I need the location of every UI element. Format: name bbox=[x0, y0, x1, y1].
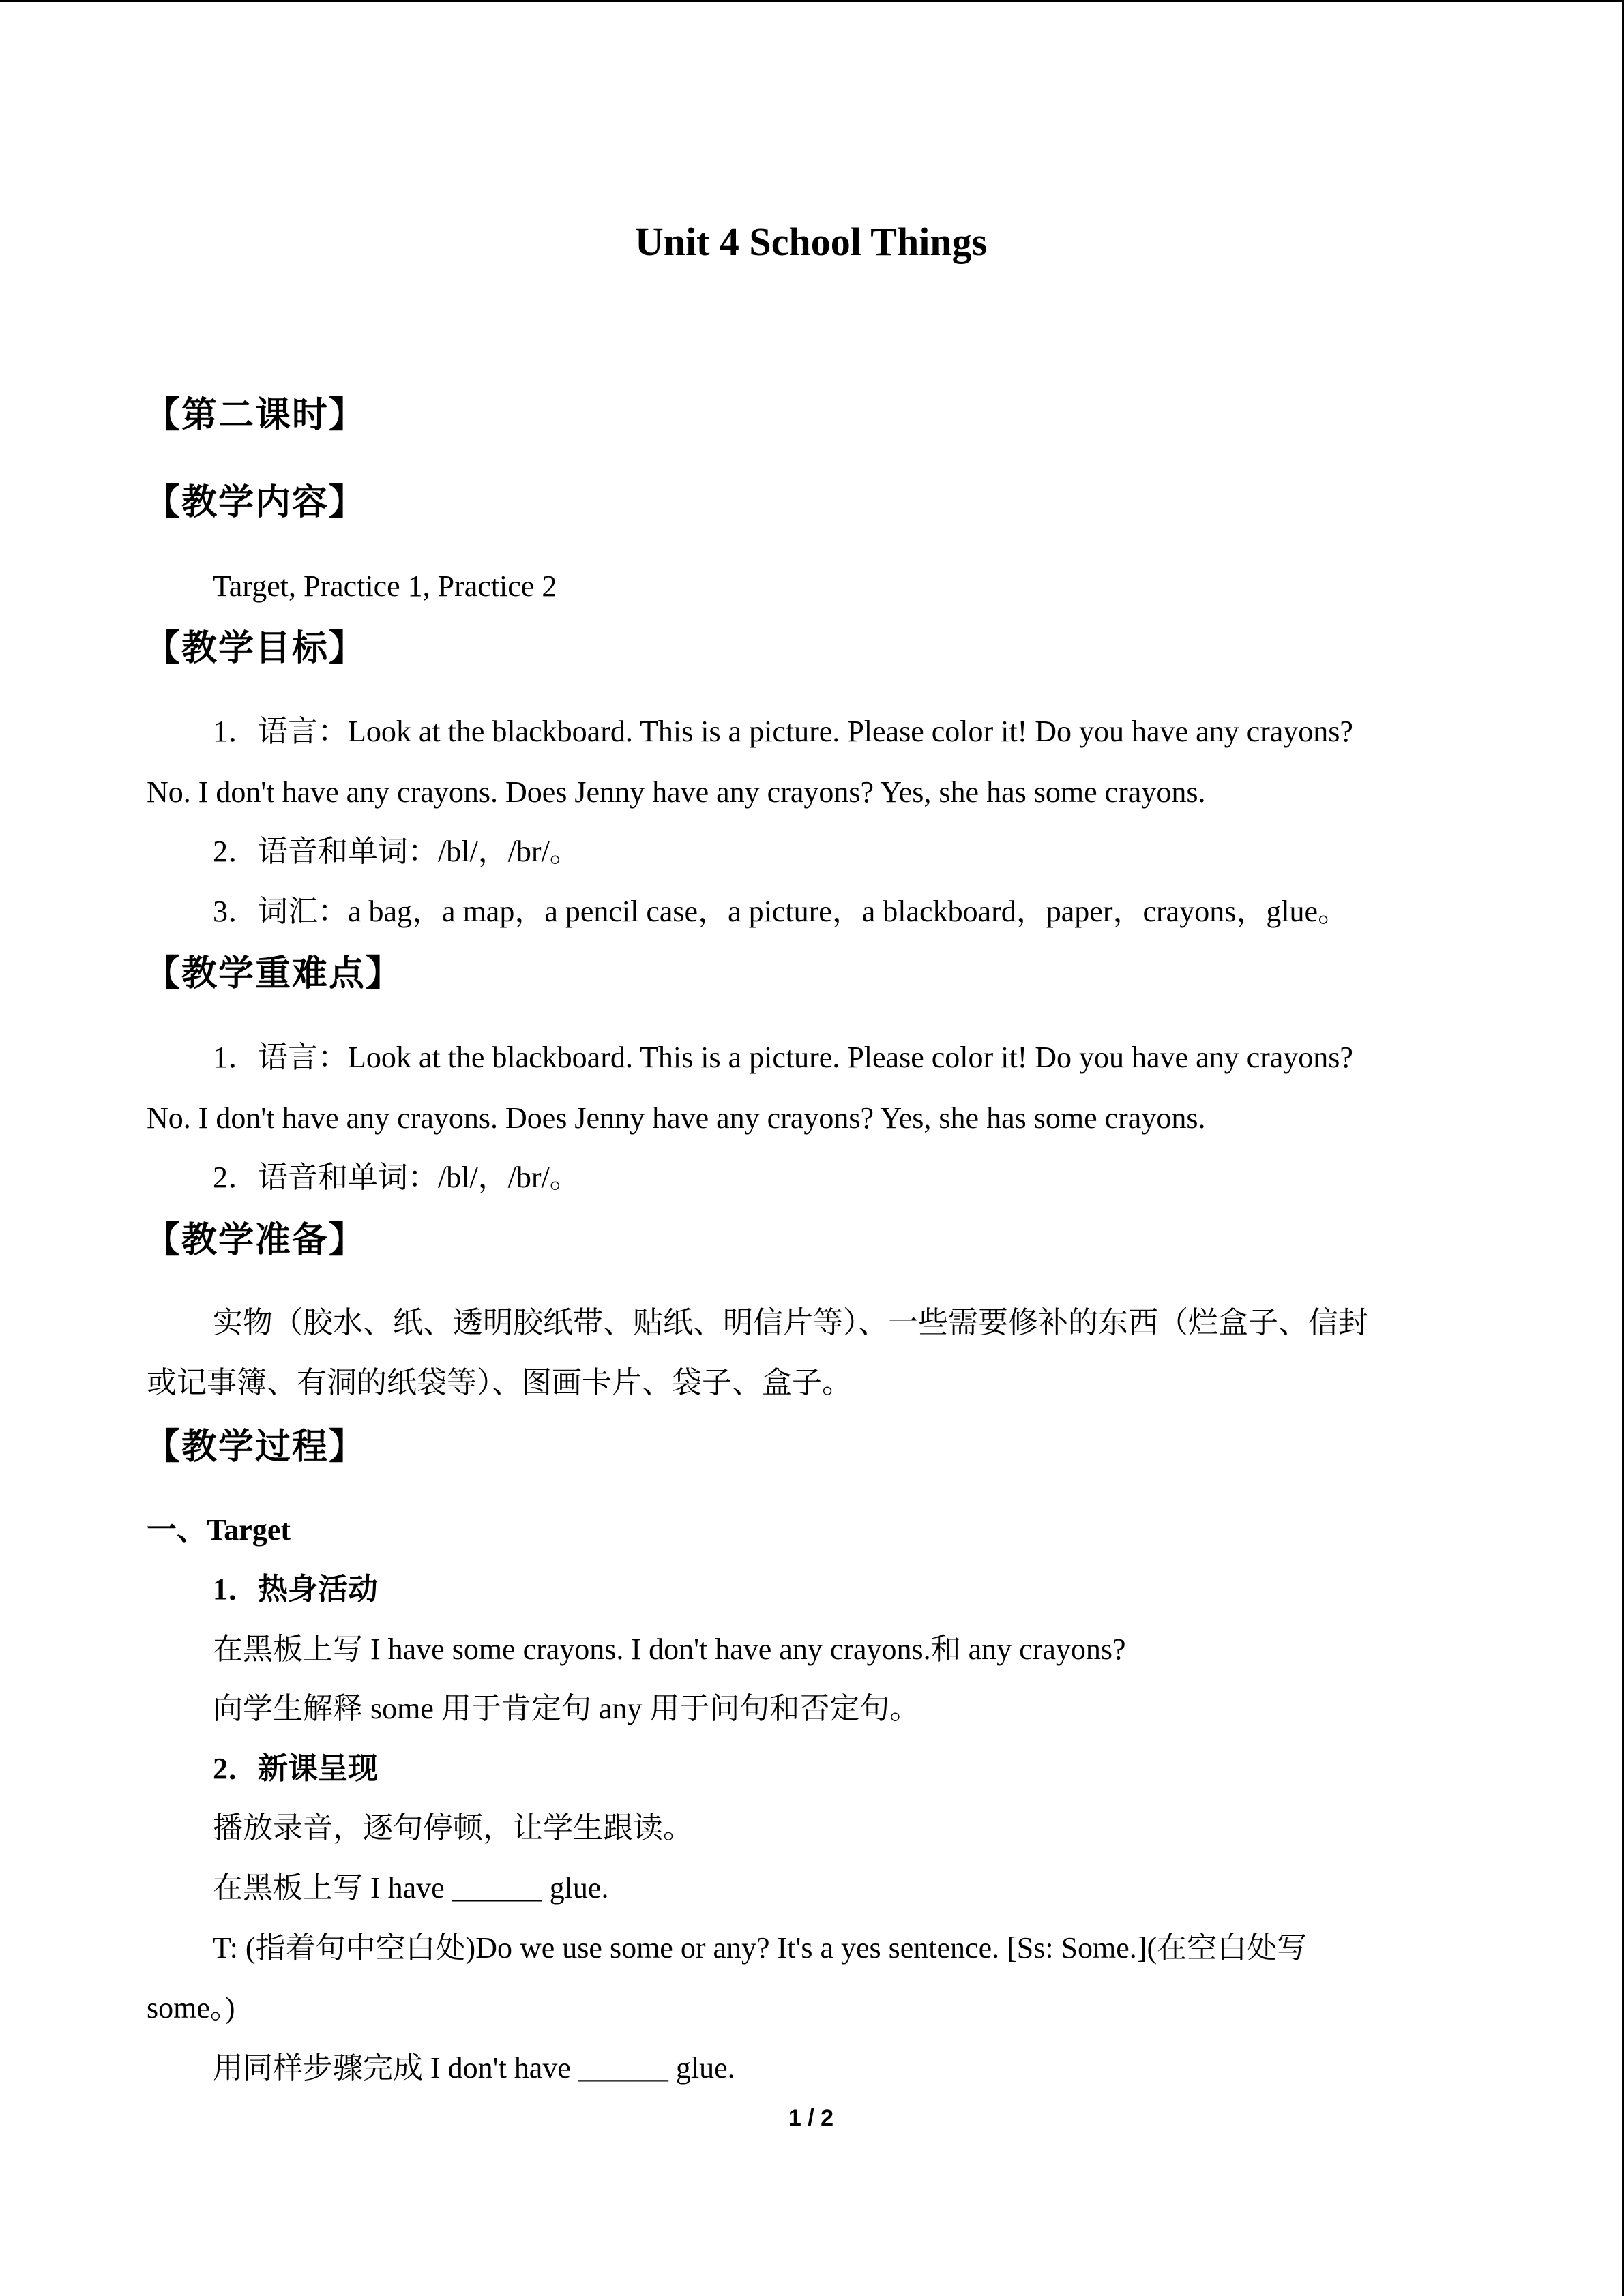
section-heading-objectives: 【教学目标】 bbox=[145, 628, 366, 669]
process-step-1-line-2: 向学生解释 some 用于肯定句 any 用于问句和否定句。 bbox=[213, 1692, 920, 1725]
process-part-1-heading: 一、Target bbox=[147, 1513, 291, 1547]
process-step-2-line-4: some。) bbox=[147, 1991, 235, 2025]
key-points-line-1-cont: No. I don't have any crayons. Does Jenny have any crayons? Yes, she has some crayons. bbox=[147, 1101, 1206, 1135]
section-heading-preparation: 【教学准备】 bbox=[145, 1220, 366, 1261]
process-step-1-line-1: 在黑板上写 I have some crayons. I don't have any crayons.和 any crayons? bbox=[213, 1632, 1126, 1666]
process-step-1-heading: 1．热身活动 bbox=[213, 1572, 378, 1606]
section-heading-lesson: 【第二课时】 bbox=[145, 395, 366, 436]
section-heading-content: 【教学内容】 bbox=[145, 482, 366, 523]
page-number: 1 / 2 bbox=[788, 2105, 834, 2131]
section-heading-key-points: 【教学重难点】 bbox=[145, 953, 403, 994]
process-step-2-line-5: 用同样步骤完成 I don't have ______ glue. bbox=[213, 2051, 735, 2085]
key-points-line-2: 2．语音和单词：/bl/，/br/。 bbox=[213, 1161, 580, 1194]
process-step-2-line-2: 在黑板上写 I have ______ glue. bbox=[213, 1871, 609, 1905]
key-points-line-1: 1．语言：Look at the blackboard. This is a picture. Please color it! Do you have any crayons? bbox=[213, 1041, 1353, 1074]
preparation-line-1: 实物（胶水、纸、透明胶纸带、贴纸、明信片等）、一些需要修补的东西（烂盒子、信封 bbox=[213, 1306, 1368, 1339]
process-step-2-heading: 2．新课呈现 bbox=[213, 1752, 378, 1785]
document-title: Unit 4 School Things bbox=[634, 220, 988, 264]
section-heading-process: 【教学过程】 bbox=[145, 1427, 366, 1467]
preparation-line-2: 或记事簿、有洞的纸袋等）、图画卡片、袋子、盒子。 bbox=[147, 1366, 852, 1399]
content-text: Target, Practice 1, Practice 2 bbox=[213, 569, 557, 603]
process-step-2-line-1: 播放录音，逐句停顿，让学生跟读。 bbox=[213, 1811, 693, 1845]
objectives-line-2: 2．语音和单词：/bl/，/br/。 bbox=[213, 835, 580, 868]
process-step-2-line-3: T: (指着句中空白处)Do we use some or any? It's a yes sentence. [Ss: Some.](在空白处写 bbox=[213, 1931, 1308, 1965]
objectives-line-1-cont: No. I don't have any crayons. Does Jenny have any crayons? Yes, she has some crayons. bbox=[147, 775, 1206, 809]
objectives-line-3: 3．词汇：a bag，a map，a pencil case，a picture，a blackboard，paper，crayons，glue。 bbox=[213, 895, 1348, 928]
objectives-line-1: 1．语言：Look at the blackboard. This is a picture. Please color it! Do you have any crayons? bbox=[213, 715, 1353, 748]
